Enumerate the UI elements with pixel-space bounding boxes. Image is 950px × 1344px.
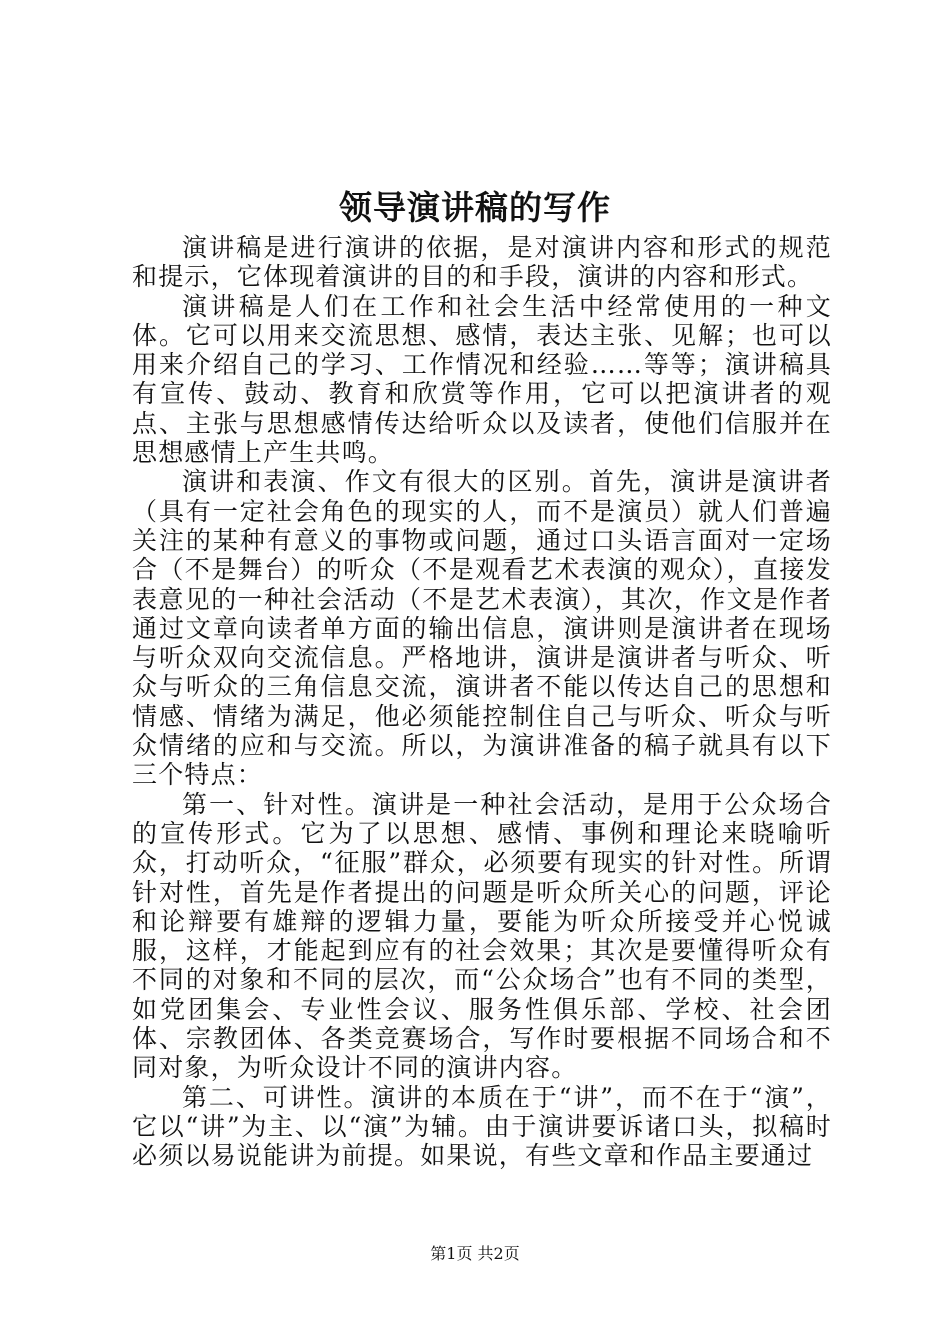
document-title: 领导演讲稿的写作	[339, 188, 611, 227]
page-footer: 第1页 共2页	[430, 1244, 520, 1263]
paragraph: 演讲和表演、作文有很大的区别。首先，演讲是演讲者（具有一定社会角色的现实的人，而不是演员）就人们普遍关注的某种有意义的事物或问题，通过口头语言面对一定场合（不是舞台）的听众（不是观看艺术表演的观众），直接发表意见的一种社会活动（不是艺术表演），其次，作文是作者通过文章向读者单方面的输出信息，演讲则是演讲者在现场与听众双向交流信息。严格地讲，演讲是演讲者与听众、听众与听众的三角信息交流，演讲者不能以传达自己的思想和情感、情绪为满足，他必须能控制住自己与听众、听众与听众情绪的应和与交流。所以，为演讲准备的稿子就具有以下三个特点：	[132, 467, 832, 790]
paragraph: 第二、可讲性。演讲的本质在于“讲”，而不在于“演”，它以“讲”为主、以“演”为辅。由于演讲要诉诸口头，拟稿时必须以易说能讲为前提。如果说，有些文章和作品主要通过	[132, 1082, 832, 1171]
paragraph: 演讲稿是人们在工作和社会生活中经常使用的一种文体。它可以用来交流思想、感情，表达主张、见解；也可以用来介绍自己的学习、工作情况和经验……等等；演讲稿具有宣传、鼓动、教育和欣赏等作用，它可以把演讲者的观点、主张与思想感情传达给听众以及读者，使他们信服并在思想感情上产生共鸣。	[132, 291, 832, 468]
document-body	[132, 233, 832, 1171]
paragraph: 第一、针对性。演讲是一种社会活动，是用于公众场合的宣传形式。它为了以思想、感情、事例和理论来晓喻听众，打动听众，“征服”群众，必须要有现实的针对性。所谓针对性，首先是作者提出的问题是听众所关心的问题，评论和论辩要有雄辩的逻辑力量，要能为听众所接受并心悦诚服，这样，才能起到应有的社会效果；其次是要懂得听众有不同的对象和不同的层次，而“公众场合”也有不同的类型，如党团集会、专业性会议、服务性俱乐部、学校、社会团体、宗教团体、各类竞赛场合，写作时要根据不同场合和不同对象，为听众设计不同的演讲内容。	[132, 789, 832, 1083]
paragraph: 演讲稿是进行演讲的依据，是对演讲内容和形式的规范和提示，它体现着演讲的目的和手段，演讲的内容和形式。	[132, 233, 832, 292]
